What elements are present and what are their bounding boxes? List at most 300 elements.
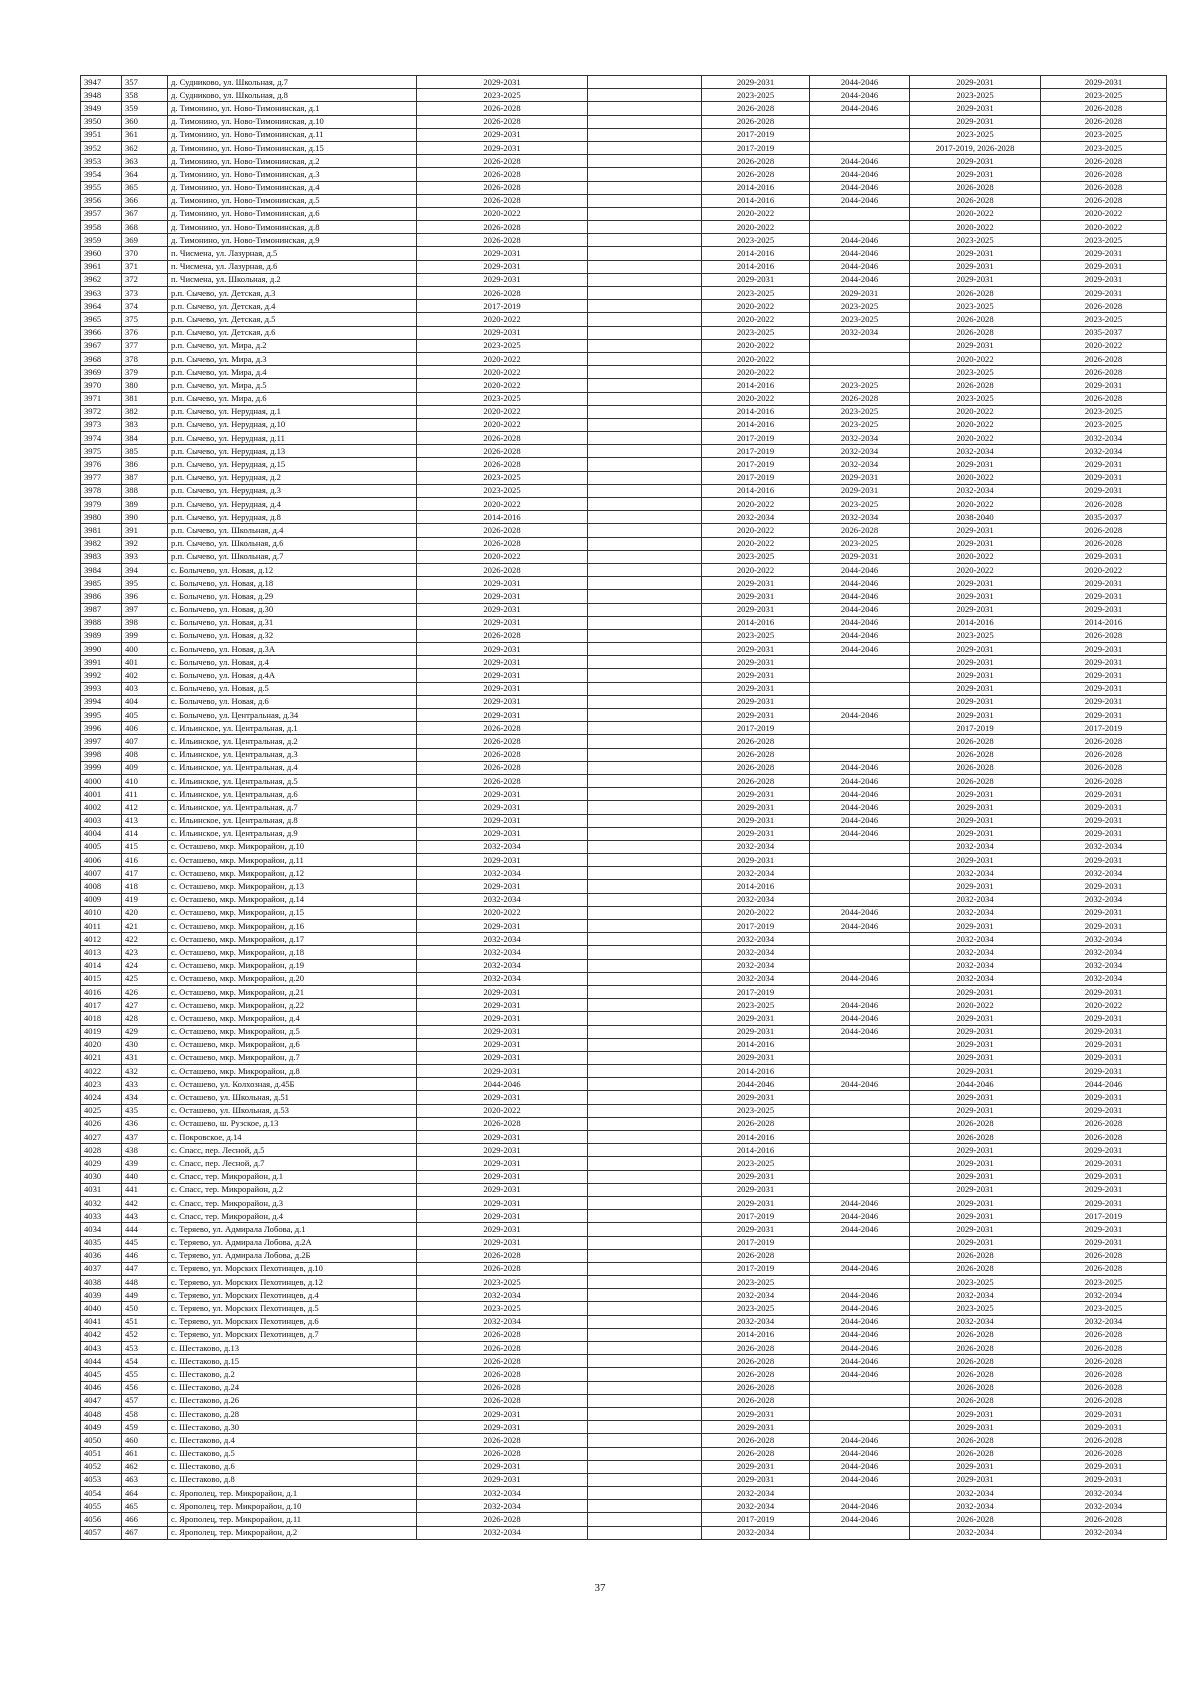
address-cell: с. Покровское, д.14: [168, 1131, 417, 1144]
address-cell: с. Осташево, мкр. Микрорайон, д.19: [168, 959, 417, 972]
period-cell: 2029-2031: [417, 1223, 588, 1236]
local-number-cell: 444: [122, 1223, 168, 1236]
period-cell: [810, 1394, 910, 1407]
period-cell: 2014-2016: [702, 1038, 810, 1051]
period-cell: 2029-2031: [417, 669, 588, 682]
period-cell: [810, 1065, 910, 1078]
table-row: [81, 155, 1167, 168]
table-row: [81, 1460, 1167, 1473]
empty-cell: [588, 221, 702, 234]
period-cell: 2044-2046: [810, 1368, 910, 1381]
row-number-cell: 3986: [81, 590, 122, 603]
period-cell: 2020-2022: [1041, 999, 1167, 1012]
local-number-cell: 401: [122, 656, 168, 669]
period-cell: 2029-2031: [1041, 814, 1167, 827]
period-cell: 2029-2031: [1041, 247, 1167, 260]
period-cell: 2026-2028: [702, 168, 810, 181]
local-number-cell: 397: [122, 603, 168, 616]
period-cell: 2044-2046: [810, 1447, 910, 1460]
period-cell: 2029-2031: [417, 656, 588, 669]
period-cell: 2026-2028: [910, 1513, 1041, 1526]
local-number-cell: 460: [122, 1434, 168, 1447]
period-cell: 2032-2034: [702, 933, 810, 946]
address-cell: д. Тимонино, ул. Ново-Тимонинская, д.2: [168, 155, 417, 168]
period-cell: 2029-2031: [1041, 880, 1167, 893]
row-number-cell: 3957: [81, 207, 122, 220]
empty-cell: [588, 168, 702, 181]
table-row: [81, 1223, 1167, 1236]
address-cell: с. Ильинское, ул. Центральная, д.5: [168, 774, 417, 787]
local-number-cell: 387: [122, 471, 168, 484]
period-cell: 2029-2031: [810, 287, 910, 300]
period-cell: 2020-2022: [702, 524, 810, 537]
empty-cell: [588, 656, 702, 669]
period-cell: 2023-2025: [910, 1276, 1041, 1289]
period-cell: 2026-2028: [417, 1368, 588, 1381]
local-number-cell: 393: [122, 550, 168, 563]
table-row: [81, 1526, 1167, 1539]
period-cell: 2023-2025: [702, 1276, 810, 1289]
period-cell: 2044-2046: [810, 181, 910, 194]
address-cell: с. Ильинское, ул. Центральная, д.9: [168, 827, 417, 840]
local-number-cell: 438: [122, 1144, 168, 1157]
local-number-cell: 358: [122, 89, 168, 102]
address-cell: д. Тимонино, ул. Ново-Тимонинская, д.4: [168, 181, 417, 194]
local-number-cell: 363: [122, 155, 168, 168]
period-cell: 2029-2031: [702, 1025, 810, 1038]
period-cell: 2026-2028: [1041, 537, 1167, 550]
address-cell: с. Болычево, ул. Новая, д.6: [168, 695, 417, 708]
empty-cell: [588, 577, 702, 590]
period-cell: [810, 1407, 910, 1420]
empty-cell: [588, 141, 702, 154]
local-number-cell: 405: [122, 709, 168, 722]
period-cell: 2026-2028: [417, 629, 588, 642]
address-cell: д. Тимонино, ул. Ново-Тимонинская, д.11: [168, 128, 417, 141]
period-cell: 2044-2046: [810, 1460, 910, 1473]
period-cell: 2029-2031: [702, 814, 810, 827]
row-number-cell: 4019: [81, 1025, 122, 1038]
local-number-cell: 392: [122, 537, 168, 550]
period-cell: 2020-2022: [910, 563, 1041, 576]
period-cell: 2029-2031: [417, 1210, 588, 1223]
row-number-cell: 3953: [81, 155, 122, 168]
period-cell: 2026-2028: [417, 1381, 588, 1394]
period-cell: 2029-2031: [910, 1236, 1041, 1249]
empty-cell: [588, 339, 702, 352]
period-cell: 2023-2025: [702, 1104, 810, 1117]
local-number-cell: 399: [122, 629, 168, 642]
period-cell: 2014-2016: [702, 484, 810, 497]
period-cell: 2026-2028: [1041, 392, 1167, 405]
row-number-cell: 4014: [81, 959, 122, 972]
row-number-cell: 4040: [81, 1302, 122, 1315]
period-cell: 2035-2037: [1041, 511, 1167, 524]
row-number-cell: 3999: [81, 761, 122, 774]
local-number-cell: 412: [122, 801, 168, 814]
period-cell: 2032-2034: [910, 1315, 1041, 1328]
empty-cell: [588, 1104, 702, 1117]
period-cell: 2023-2025: [910, 392, 1041, 405]
empty-cell: [588, 300, 702, 313]
local-number-cell: 453: [122, 1342, 168, 1355]
period-cell: 2014-2016: [702, 418, 810, 431]
period-cell: [810, 1487, 910, 1500]
row-number-cell: 3972: [81, 405, 122, 418]
address-cell: с. Осташево, мкр. Микрорайон, д.15: [168, 906, 417, 919]
row-number-cell: 4028: [81, 1144, 122, 1157]
table-row: [81, 379, 1167, 392]
address-cell: с. Спасс, пер. Лесной, д.7: [168, 1157, 417, 1170]
row-number-cell: 4010: [81, 906, 122, 919]
table-row: [81, 682, 1167, 695]
row-number-cell: 4004: [81, 827, 122, 840]
table-row: [81, 550, 1167, 563]
row-number-cell: 4037: [81, 1262, 122, 1275]
row-number-cell: 3985: [81, 577, 122, 590]
period-cell: 2029-2031: [1041, 1012, 1167, 1025]
table-row: [81, 392, 1167, 405]
period-cell: 2029-2031: [417, 577, 588, 590]
table-row: [81, 722, 1167, 735]
table-row: [81, 352, 1167, 365]
table-row: [81, 1038, 1167, 1051]
period-cell: 2029-2031: [417, 1421, 588, 1434]
table-row: [81, 827, 1167, 840]
row-number-cell: 4047: [81, 1394, 122, 1407]
local-number-cell: 421: [122, 920, 168, 933]
period-cell: 2023-2025: [1041, 313, 1167, 326]
period-cell: 2029-2031: [1041, 590, 1167, 603]
period-cell: 2023-2025: [1041, 418, 1167, 431]
table-row: [81, 906, 1167, 919]
address-cell: с. Ильинское, ул. Центральная, д.4: [168, 761, 417, 774]
row-number-cell: 3997: [81, 735, 122, 748]
period-cell: 2026-2028: [702, 115, 810, 128]
address-cell: с. Болычево, ул. Новая, д.12: [168, 563, 417, 576]
address-cell: с. Осташево, мкр. Микрорайон, д.4: [168, 1012, 417, 1025]
period-cell: 2029-2031: [417, 643, 588, 656]
period-cell: 2029-2031: [1041, 1025, 1167, 1038]
period-cell: 2029-2031: [702, 827, 810, 840]
period-cell: 2029-2031: [910, 102, 1041, 115]
period-cell: 2023-2025: [910, 89, 1041, 102]
period-cell: 2032-2034: [1041, 946, 1167, 959]
table-row: [81, 985, 1167, 998]
period-cell: 2029-2031: [702, 1473, 810, 1486]
row-number-cell: 3955: [81, 181, 122, 194]
empty-cell: [588, 115, 702, 128]
local-number-cell: 429: [122, 1025, 168, 1038]
period-cell: 2044-2046: [810, 629, 910, 642]
period-cell: 2020-2022: [702, 498, 810, 511]
period-cell: 2044-2046: [810, 590, 910, 603]
address-cell: р.п. Сычево, ул. Нерудная, д.10: [168, 418, 417, 431]
row-number-cell: 3988: [81, 616, 122, 629]
table-body: [81, 76, 1167, 1540]
period-cell: 2029-2031: [417, 590, 588, 603]
period-cell: 2029-2031: [910, 1025, 1041, 1038]
empty-cell: [588, 840, 702, 853]
address-cell: с. Теряево, ул. Адмирала Лобова, д.2А: [168, 1236, 417, 1249]
period-cell: 2029-2031: [417, 141, 588, 154]
period-cell: 2044-2046: [810, 1210, 910, 1223]
period-cell: 2020-2022: [417, 405, 588, 418]
local-number-cell: 388: [122, 484, 168, 497]
table-row: [81, 115, 1167, 128]
table-row: [81, 418, 1167, 431]
period-cell: 2020-2022: [702, 300, 810, 313]
period-cell: 2029-2031: [1041, 920, 1167, 933]
table-row: [81, 76, 1167, 89]
row-number-cell: 4022: [81, 1065, 122, 1078]
local-number-cell: 435: [122, 1104, 168, 1117]
empty-cell: [588, 550, 702, 563]
table-row: [81, 920, 1167, 933]
period-cell: 2026-2028: [702, 1355, 810, 1368]
period-cell: 2032-2034: [910, 1500, 1041, 1513]
period-cell: 2029-2031: [910, 1170, 1041, 1183]
row-number-cell: 3958: [81, 221, 122, 234]
period-cell: 2029-2031: [417, 76, 588, 89]
period-cell: 2029-2031: [910, 1460, 1041, 1473]
period-cell: 2029-2031: [417, 1196, 588, 1209]
local-number-cell: 467: [122, 1526, 168, 1539]
row-number-cell: 4032: [81, 1196, 122, 1209]
address-cell: с. Теряево, ул. Морских Пехотинцев, д.4: [168, 1289, 417, 1302]
local-number-cell: 462: [122, 1460, 168, 1473]
period-cell: 2020-2022: [910, 207, 1041, 220]
period-cell: 2020-2022: [702, 537, 810, 550]
period-cell: 2023-2025: [417, 484, 588, 497]
period-cell: 2029-2031: [910, 155, 1041, 168]
period-cell: 2029-2031: [910, 1183, 1041, 1196]
row-number-cell: 3956: [81, 194, 122, 207]
empty-cell: [588, 1210, 702, 1223]
period-cell: 2029-2031: [910, 524, 1041, 537]
period-cell: 2014-2016: [1041, 616, 1167, 629]
empty-cell: [588, 735, 702, 748]
address-cell: с. Теряево, ул. Морских Пехотинцев, д.12: [168, 1276, 417, 1289]
table-row: [81, 1262, 1167, 1275]
period-cell: 2014-2016: [702, 194, 810, 207]
table-row: [81, 1368, 1167, 1381]
local-number-cell: 455: [122, 1368, 168, 1381]
row-number-cell: 4029: [81, 1157, 122, 1170]
empty-cell: [588, 1302, 702, 1315]
period-cell: [810, 221, 910, 234]
period-cell: 2020-2022: [417, 207, 588, 220]
empty-cell: [588, 643, 702, 656]
period-cell: 2029-2031: [910, 985, 1041, 998]
local-number-cell: 459: [122, 1421, 168, 1434]
period-cell: 2044-2046: [810, 1025, 910, 1038]
empty-cell: [588, 155, 702, 168]
empty-cell: [588, 1315, 702, 1328]
address-cell: с. Спасс, тер. Микрорайон, д.4: [168, 1210, 417, 1223]
local-number-cell: 419: [122, 893, 168, 906]
period-cell: 2032-2034: [810, 511, 910, 524]
period-cell: 2020-2022: [417, 352, 588, 365]
row-number-cell: 4012: [81, 933, 122, 946]
period-cell: 2026-2028: [417, 774, 588, 787]
empty-cell: [588, 445, 702, 458]
table-row: [81, 471, 1167, 484]
row-number-cell: 4024: [81, 1091, 122, 1104]
period-cell: 2029-2031: [1041, 801, 1167, 814]
capital-repair-schedule-table: [80, 75, 1167, 1540]
table-row: [81, 590, 1167, 603]
row-number-cell: 3965: [81, 313, 122, 326]
period-cell: 2029-2031: [910, 577, 1041, 590]
address-cell: с. Шестаково, д.5: [168, 1447, 417, 1460]
address-cell: с. Шестаково, д.28: [168, 1407, 417, 1420]
period-cell: 2029-2031: [417, 603, 588, 616]
period-cell: 2029-2031: [910, 247, 1041, 260]
period-cell: 2029-2031: [1041, 273, 1167, 286]
period-cell: 2023-2025: [702, 326, 810, 339]
row-number-cell: 4050: [81, 1434, 122, 1447]
period-cell: 2023-2025: [702, 1157, 810, 1170]
address-cell: с. Болычево, ул. Новая, д.5: [168, 682, 417, 695]
empty-cell: [588, 1289, 702, 1302]
row-number-cell: 4056: [81, 1513, 122, 1526]
period-cell: 2026-2028: [1041, 1394, 1167, 1407]
table-row: [81, 1236, 1167, 1249]
period-cell: 2029-2031: [417, 920, 588, 933]
local-number-cell: 379: [122, 366, 168, 379]
table-row: [81, 999, 1167, 1012]
table-row: [81, 801, 1167, 814]
row-number-cell: 4018: [81, 1012, 122, 1025]
table-row: [81, 458, 1167, 471]
address-cell: с. Осташево, мкр. Микрорайон, д.6: [168, 1038, 417, 1051]
period-cell: 2029-2031: [1041, 695, 1167, 708]
address-cell: с. Осташево, ул. Колхозная, д.45Б: [168, 1078, 417, 1091]
period-cell: 2026-2028: [1041, 1342, 1167, 1355]
local-number-cell: 434: [122, 1091, 168, 1104]
period-cell: 2026-2028: [417, 1394, 588, 1407]
table-row: [81, 959, 1167, 972]
period-cell: 2032-2034: [1041, 972, 1167, 985]
local-number-cell: 390: [122, 511, 168, 524]
period-cell: 2026-2028: [417, 287, 588, 300]
address-cell: с. Ильинское, ул. Центральная, д.6: [168, 788, 417, 801]
row-number-cell: 3983: [81, 550, 122, 563]
period-cell: 2023-2025: [810, 537, 910, 550]
period-cell: 2032-2034: [1041, 1487, 1167, 1500]
empty-cell: [588, 695, 702, 708]
period-cell: 2026-2028: [910, 1447, 1041, 1460]
address-cell: с. Осташево, мкр. Микрорайон, д.10: [168, 840, 417, 853]
period-cell: 2044-2046: [810, 168, 910, 181]
period-cell: 2026-2028: [1041, 366, 1167, 379]
table-row: [81, 511, 1167, 524]
period-cell: 2044-2046: [810, 1342, 910, 1355]
period-cell: 2029-2031: [417, 827, 588, 840]
period-cell: 2029-2031: [1041, 669, 1167, 682]
period-cell: 2029-2031: [1041, 643, 1167, 656]
address-cell: р.п. Сычево, ул. Мира, д.2: [168, 339, 417, 352]
empty-cell: [588, 1249, 702, 1262]
local-number-cell: 449: [122, 1289, 168, 1302]
period-cell: 2017-2019: [702, 458, 810, 471]
period-cell: 2026-2028: [417, 432, 588, 445]
empty-cell: [588, 999, 702, 1012]
local-number-cell: 370: [122, 247, 168, 260]
local-number-cell: 428: [122, 1012, 168, 1025]
period-cell: 2029-2031: [1041, 906, 1167, 919]
period-cell: 2032-2034: [910, 867, 1041, 880]
local-number-cell: 384: [122, 432, 168, 445]
period-cell: 2029-2031: [910, 1065, 1041, 1078]
table-row: [81, 1487, 1167, 1500]
period-cell: 2044-2046: [810, 643, 910, 656]
local-number-cell: 436: [122, 1117, 168, 1130]
empty-cell: [588, 1236, 702, 1249]
period-cell: 2032-2034: [702, 1315, 810, 1328]
period-cell: 2026-2028: [417, 1342, 588, 1355]
address-cell: с. Ярополец, тер. Микрорайон, д.11: [168, 1513, 417, 1526]
period-cell: 2029-2031: [1041, 1144, 1167, 1157]
local-number-cell: 433: [122, 1078, 168, 1091]
period-cell: 2029-2031: [810, 550, 910, 563]
address-cell: р.п. Сычево, ул. Мира, д.4: [168, 366, 417, 379]
period-cell: 2029-2031: [417, 616, 588, 629]
empty-cell: [588, 1038, 702, 1051]
period-cell: 2029-2031: [910, 1421, 1041, 1434]
table-row: [81, 102, 1167, 115]
row-number-cell: 3994: [81, 695, 122, 708]
period-cell: 2026-2028: [702, 1434, 810, 1447]
local-number-cell: 406: [122, 722, 168, 735]
local-number-cell: 360: [122, 115, 168, 128]
period-cell: 2026-2028: [417, 1434, 588, 1447]
period-cell: 2026-2028: [1041, 629, 1167, 642]
empty-cell: [588, 854, 702, 867]
address-cell: с. Шестаково, д.13: [168, 1342, 417, 1355]
local-number-cell: 389: [122, 498, 168, 511]
address-cell: с. Осташево, мкр. Микрорайон, д.18: [168, 946, 417, 959]
local-number-cell: 461: [122, 1447, 168, 1460]
period-cell: 2029-2031: [910, 1051, 1041, 1064]
row-number-cell: 3952: [81, 141, 122, 154]
address-cell: с. Ильинское, ул. Центральная, д.1: [168, 722, 417, 735]
period-cell: 2044-2046: [810, 761, 910, 774]
period-cell: 2014-2016: [702, 1144, 810, 1157]
period-cell: 2029-2031: [910, 1407, 1041, 1420]
empty-cell: [588, 326, 702, 339]
period-cell: 2029-2031: [1041, 379, 1167, 392]
period-cell: 2044-2046: [810, 260, 910, 273]
table-row: [81, 1513, 1167, 1526]
table-row: [81, 735, 1167, 748]
period-cell: 2044-2046: [810, 1078, 910, 1091]
period-cell: 2044-2046: [810, 247, 910, 260]
period-cell: 2020-2022: [417, 906, 588, 919]
row-number-cell: 4042: [81, 1328, 122, 1341]
local-number-cell: 440: [122, 1170, 168, 1183]
row-number-cell: 4025: [81, 1104, 122, 1117]
address-cell: д. Судниково, ул. Школьная, д.8: [168, 89, 417, 102]
period-cell: 2023-2025: [702, 89, 810, 102]
period-cell: 2029-2031: [1041, 484, 1167, 497]
period-cell: 2029-2031: [910, 1210, 1041, 1223]
empty-cell: [588, 682, 702, 695]
table-row: [81, 445, 1167, 458]
period-cell: 2026-2028: [1041, 300, 1167, 313]
period-cell: 2029-2031: [702, 669, 810, 682]
